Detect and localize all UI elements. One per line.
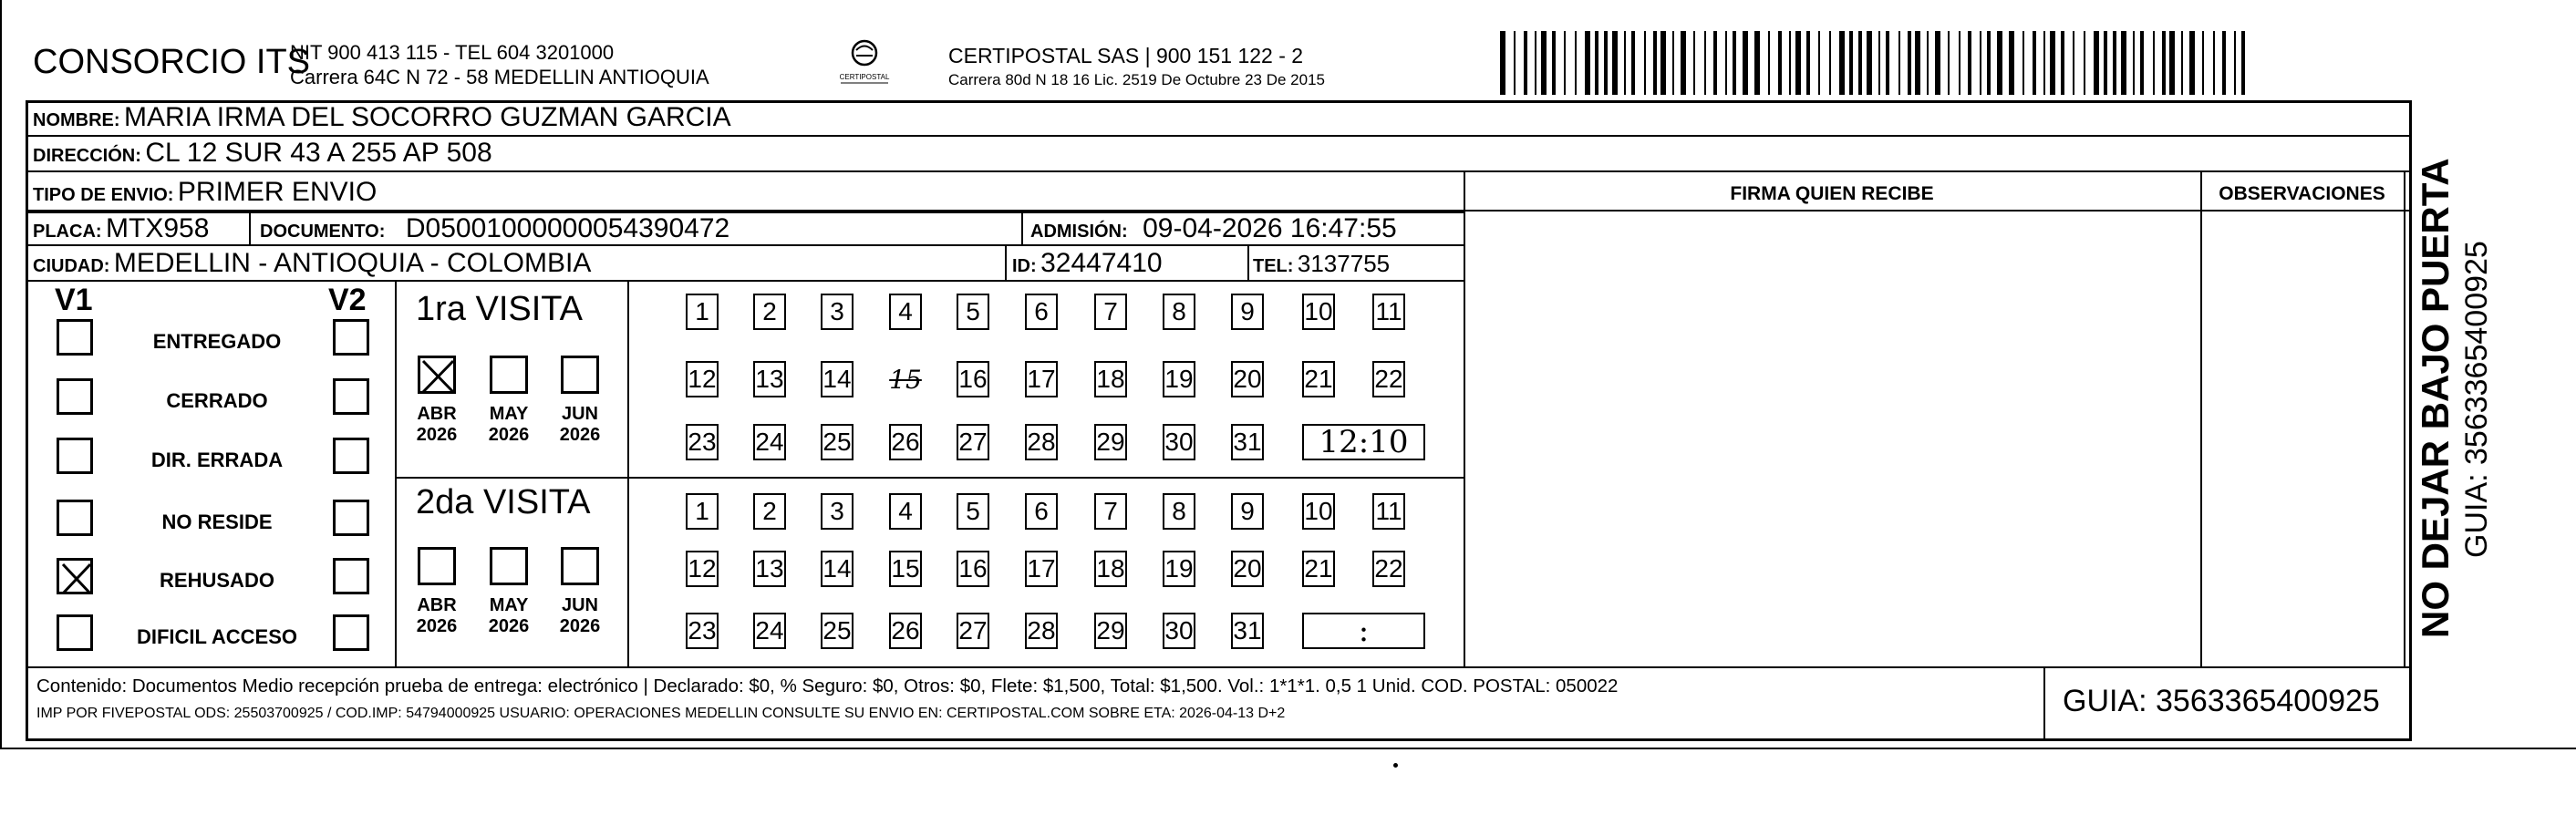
day-box[interactable] — [1231, 361, 1264, 397]
day-number: 9 — [1240, 297, 1255, 325]
day-box[interactable] — [1231, 424, 1264, 460]
day-box[interactable] — [1231, 294, 1264, 330]
day-box[interactable] — [821, 613, 853, 649]
day-number: 19 — [1164, 554, 1194, 583]
observations-area[interactable] — [2203, 212, 2402, 665]
day-number: 18 — [1096, 365, 1125, 393]
visit1-title: 1ra VISITA — [416, 290, 584, 328]
ship-type-label: TIPO DE ENVIO: — [33, 185, 174, 205]
status-label: REHUSADO — [160, 569, 274, 592]
month-checkbox[interactable] — [561, 356, 599, 394]
day-number: 19 — [1164, 365, 1194, 393]
month-label — [405, 595, 469, 637]
day-box[interactable] — [1163, 361, 1195, 397]
day-box[interactable] — [1302, 361, 1335, 397]
day-number: 30 — [1164, 616, 1194, 645]
month-name: MAY — [489, 595, 529, 615]
day-number: 4 — [898, 497, 913, 525]
day-number: 24 — [755, 428, 784, 456]
status-label: DIFICIL ACCESO — [136, 625, 297, 648]
city-label: CIUDAD: — [33, 256, 110, 276]
month-label — [477, 595, 541, 637]
day-box[interactable] — [1163, 613, 1195, 649]
day-box[interactable] — [1094, 551, 1127, 587]
month-name: JUN — [561, 595, 598, 615]
day-box[interactable] — [957, 424, 989, 460]
tel-label: TEL: — [1253, 256, 1294, 276]
day-box[interactable] — [889, 361, 922, 397]
certipostal-logo — [828, 36, 901, 88]
day-box[interactable] — [686, 613, 719, 649]
day-number: 3 — [830, 497, 844, 525]
status-v2-checkbox[interactable] — [333, 500, 369, 536]
day-box[interactable] — [753, 294, 786, 330]
day-number: 11 — [1375, 497, 1402, 525]
status-v1-checkbox[interactable] — [57, 558, 93, 594]
day-number: 7 — [1103, 297, 1118, 325]
status-label: NO RESIDE — [161, 511, 273, 533]
day-number: 22 — [1374, 365, 1403, 393]
footer-content-line: Contenido: Documentos Medio recepción prueba de entrega: electrónico | Declarado: $0, % Seguro: $0, Otros: $0, Flete: $1,500, Total: $1,500. Vol.: 1*1*1. 0,5 1 Unid. COD. POSTAL: 050022 — [36, 676, 1619, 696]
day-number: 16 — [958, 365, 988, 393]
day-number: 12 — [688, 365, 717, 393]
status-v1-checkbox[interactable] — [57, 438, 93, 474]
day-box[interactable] — [1163, 551, 1195, 587]
status-v2-checkbox[interactable] — [333, 319, 369, 356]
status-label: DIR. ERRADA — [150, 449, 284, 471]
day-box[interactable] — [1163, 294, 1195, 330]
day-number: 18 — [1096, 554, 1125, 583]
day-box[interactable] — [1163, 424, 1195, 460]
month-label — [405, 404, 469, 446]
status-v2-checkbox[interactable] — [333, 558, 369, 594]
time-field[interactable] — [1302, 613, 1425, 649]
day-box[interactable] — [889, 424, 922, 460]
day-box[interactable] — [1094, 294, 1127, 330]
status-v1-checkbox[interactable] — [57, 319, 93, 356]
month-name: MAY — [489, 404, 529, 424]
month-year: 2026 — [416, 425, 458, 445]
day-number: 15 — [889, 364, 922, 395]
day-number: 5 — [966, 497, 980, 525]
day-number: 17 — [1027, 554, 1056, 583]
day-box[interactable] — [686, 294, 719, 330]
day-box[interactable] — [1231, 613, 1264, 649]
svg-text:CERTIPOSTAL: CERTIPOSTAL — [839, 73, 890, 81]
day-number: 6 — [1034, 497, 1049, 525]
day-number: 29 — [1096, 616, 1125, 645]
day-box[interactable] — [1231, 493, 1264, 530]
name-value: MARIA IRMA DEL SOCORRO GUZMAN GARCIA — [124, 102, 731, 132]
day-number: 10 — [1304, 297, 1333, 325]
day-number: 13 — [755, 365, 784, 393]
month-name: JUN — [561, 404, 598, 424]
day-box[interactable] — [1025, 613, 1058, 649]
day-number: 28 — [1027, 616, 1056, 645]
v1-header: V1 — [55, 283, 93, 317]
day-box[interactable] — [1163, 493, 1195, 530]
plate-label: PLACA: — [33, 222, 102, 242]
courier-address: Carrera 80d N 18 16 Lic. 2519 De Octubre 23 De 2015 — [948, 71, 1325, 88]
time-value: : — [1358, 613, 1370, 649]
month-checkbox[interactable] — [490, 547, 528, 585]
footer-print-line: IMP POR FIVEPOSTAL ODS: 25503700925 / COD.IMP: 54794000925 USUARIO: OPERACIONES MEDELLIN CONSULTE SU ENVIO EN: CERTIPOSTAL.COM SOBRE ETA: 2026-04-13 D+2 — [36, 706, 1286, 721]
address-label: DIRECCIÓN: — [33, 146, 141, 166]
day-box[interactable] — [753, 424, 786, 460]
day-box[interactable] — [686, 361, 719, 397]
day-box[interactable] — [1025, 493, 1058, 530]
day-number: 13 — [755, 554, 784, 583]
day-box[interactable] — [957, 361, 989, 397]
day-number: 28 — [1027, 428, 1056, 456]
day-box[interactable] — [1302, 493, 1335, 530]
tel-value: 3137755 — [1297, 250, 1391, 277]
month-year: 2026 — [488, 616, 530, 636]
day-box[interactable] — [1302, 294, 1335, 330]
day-box[interactable] — [1372, 551, 1405, 587]
day-number: 9 — [1240, 497, 1255, 525]
month-label — [548, 595, 612, 637]
v2-header: V2 — [328, 283, 367, 317]
day-number: 21 — [1304, 554, 1333, 583]
day-number: 7 — [1103, 497, 1118, 525]
status-v1-checkbox[interactable] — [57, 378, 93, 415]
day-number: 21 — [1304, 365, 1333, 393]
day-number: 20 — [1233, 365, 1262, 393]
day-number: 14 — [822, 554, 852, 583]
barcode — [1500, 31, 2248, 95]
day-number: 5 — [966, 297, 980, 325]
check-x-icon — [59, 561, 96, 597]
day-box[interactable] — [957, 294, 989, 330]
day-box[interactable] — [1372, 493, 1405, 530]
status-v1-checkbox[interactable] — [57, 500, 93, 536]
day-number: 29 — [1096, 428, 1125, 456]
day-box[interactable] — [1025, 361, 1058, 397]
day-box[interactable] — [957, 613, 989, 649]
day-number: 20 — [1233, 554, 1262, 583]
id-row — [1012, 248, 1163, 279]
day-number: 26 — [891, 616, 920, 645]
day-box[interactable] — [1372, 361, 1405, 397]
day-box[interactable] — [686, 424, 719, 460]
status-v2-checkbox[interactable] — [333, 378, 369, 415]
day-number: 23 — [688, 616, 717, 645]
time-value: 12:10 — [1319, 424, 1409, 460]
courier-name: CERTIPOSTAL SAS | 900 151 122 - 2 — [948, 44, 1304, 67]
ship-type-value: PRIMER ENVIO — [177, 177, 378, 207]
day-number: 3 — [830, 297, 844, 325]
admission-row — [1030, 213, 1397, 244]
month-year: 2026 — [488, 425, 530, 445]
ship-type-row — [33, 177, 377, 208]
day-box[interactable] — [1094, 493, 1127, 530]
footer-guide-number: GUIA: 3563365400925 — [2063, 684, 2380, 718]
day-number: 4 — [898, 297, 913, 325]
month-label — [548, 404, 612, 446]
status-v2-checkbox[interactable] — [333, 614, 369, 651]
id-value: 32447410 — [1040, 248, 1163, 278]
month-label — [477, 404, 541, 446]
signature-column-header: FIRMA QUIEN RECIBE — [1730, 183, 1934, 204]
admission-label: ADMISIÓN: — [1030, 222, 1128, 242]
day-number: 8 — [1172, 497, 1186, 525]
day-box[interactable] — [821, 551, 853, 587]
day-number: 14 — [822, 365, 852, 393]
day-box[interactable] — [889, 493, 922, 530]
day-number: 24 — [755, 616, 784, 645]
day-box[interactable] — [686, 551, 719, 587]
day-number: 31 — [1233, 428, 1262, 456]
id-label: ID: — [1012, 256, 1037, 276]
month-checkbox[interactable] — [561, 547, 599, 585]
plate-row — [33, 213, 209, 244]
month-name: ABR — [417, 404, 457, 424]
tel-row — [1253, 250, 1390, 278]
day-number: 8 — [1172, 297, 1186, 325]
day-number: 12 — [688, 554, 717, 583]
month-checkbox[interactable] — [418, 547, 456, 585]
day-box[interactable] — [753, 551, 786, 587]
address-value: CL 12 SUR 43 A 255 AP 508 — [145, 138, 492, 168]
visit2-title: 2da VISITA — [416, 483, 591, 521]
dot-mark — [1393, 763, 1398, 768]
day-box[interactable] — [753, 613, 786, 649]
day-number: 25 — [822, 616, 852, 645]
day-box[interactable] — [957, 551, 989, 587]
day-box[interactable] — [889, 613, 922, 649]
plate-value: MTX958 — [106, 213, 210, 243]
day-box[interactable] — [821, 493, 853, 530]
day-box[interactable] — [1372, 294, 1405, 330]
day-number: 26 — [891, 428, 920, 456]
day-box[interactable] — [1025, 424, 1058, 460]
document-value: D05001000000054390472 — [405, 213, 730, 243]
month-checkbox[interactable] — [490, 356, 528, 394]
day-number: 31 — [1233, 616, 1262, 645]
month-year: 2026 — [559, 616, 601, 636]
status-v1-checkbox[interactable] — [57, 614, 93, 651]
day-number: 23 — [688, 428, 717, 456]
status-label: CERRADO — [166, 389, 268, 412]
day-number: 2 — [762, 297, 777, 325]
day-box[interactable] — [753, 361, 786, 397]
check-x-icon — [420, 358, 459, 397]
day-number: 6 — [1034, 297, 1049, 325]
observations-column-header: OBSERVACIONES — [2219, 183, 2385, 204]
day-number: 30 — [1164, 428, 1194, 456]
address-row — [33, 138, 492, 169]
side-warning-text: NO DEJAR BAJO PUERTA — [2414, 158, 2457, 638]
month-checkbox[interactable] — [418, 356, 456, 394]
time-field[interactable] — [1302, 424, 1425, 460]
day-number: 10 — [1304, 497, 1333, 525]
side-guide-text: GUIA: 3563365400925 — [2459, 241, 2494, 558]
day-box[interactable] — [1025, 551, 1058, 587]
status-v2-checkbox[interactable] — [333, 438, 369, 474]
day-box[interactable] — [1025, 294, 1058, 330]
name-label: NOMBRE: — [33, 110, 120, 130]
day-number: 15 — [891, 554, 920, 583]
day-number: 22 — [1374, 554, 1403, 583]
company-nit: NIT 900 413 115 - TEL 604 3201000 — [290, 41, 615, 64]
day-number: 25 — [822, 428, 852, 456]
day-box[interactable] — [821, 361, 853, 397]
company-name: CONSORCIO ITS — [33, 43, 311, 81]
day-box[interactable] — [1094, 361, 1127, 397]
day-box[interactable] — [889, 294, 922, 330]
day-number: 16 — [958, 554, 988, 583]
day-box[interactable] — [957, 493, 989, 530]
signature-area[interactable] — [1466, 212, 2198, 665]
day-box[interactable] — [821, 424, 853, 460]
city-value: MEDELLIN - ANTIOQUIA - COLOMBIA — [113, 248, 592, 278]
day-box[interactable] — [889, 551, 922, 587]
name-row — [33, 102, 731, 133]
city-row — [33, 248, 591, 279]
month-year: 2026 — [416, 616, 458, 636]
company-address: Carrera 64C N 72 - 58 MEDELLIN ANTIOQUIA — [290, 66, 709, 88]
day-box[interactable] — [1094, 424, 1127, 460]
day-number: 11 — [1375, 297, 1402, 325]
day-box[interactable] — [1094, 613, 1127, 649]
day-box[interactable] — [821, 294, 853, 330]
document-label: DOCUMENTO: — [260, 222, 386, 242]
day-number: 2 — [762, 497, 777, 525]
month-name: ABR — [417, 595, 457, 615]
day-box[interactable] — [753, 493, 786, 530]
day-number: 1 — [695, 497, 709, 525]
day-number: 27 — [958, 616, 988, 645]
day-number: 17 — [1027, 365, 1056, 393]
day-box[interactable] — [1302, 551, 1335, 587]
document-row — [260, 213, 729, 244]
day-number: 1 — [695, 297, 709, 325]
day-box[interactable] — [686, 493, 719, 530]
month-year: 2026 — [559, 425, 601, 445]
status-label: ENTREGADO — [152, 330, 282, 353]
day-box[interactable] — [1231, 551, 1264, 587]
day-number: 27 — [958, 428, 988, 456]
admission-value: 09-04-2026 16:47:55 — [1143, 213, 1397, 243]
